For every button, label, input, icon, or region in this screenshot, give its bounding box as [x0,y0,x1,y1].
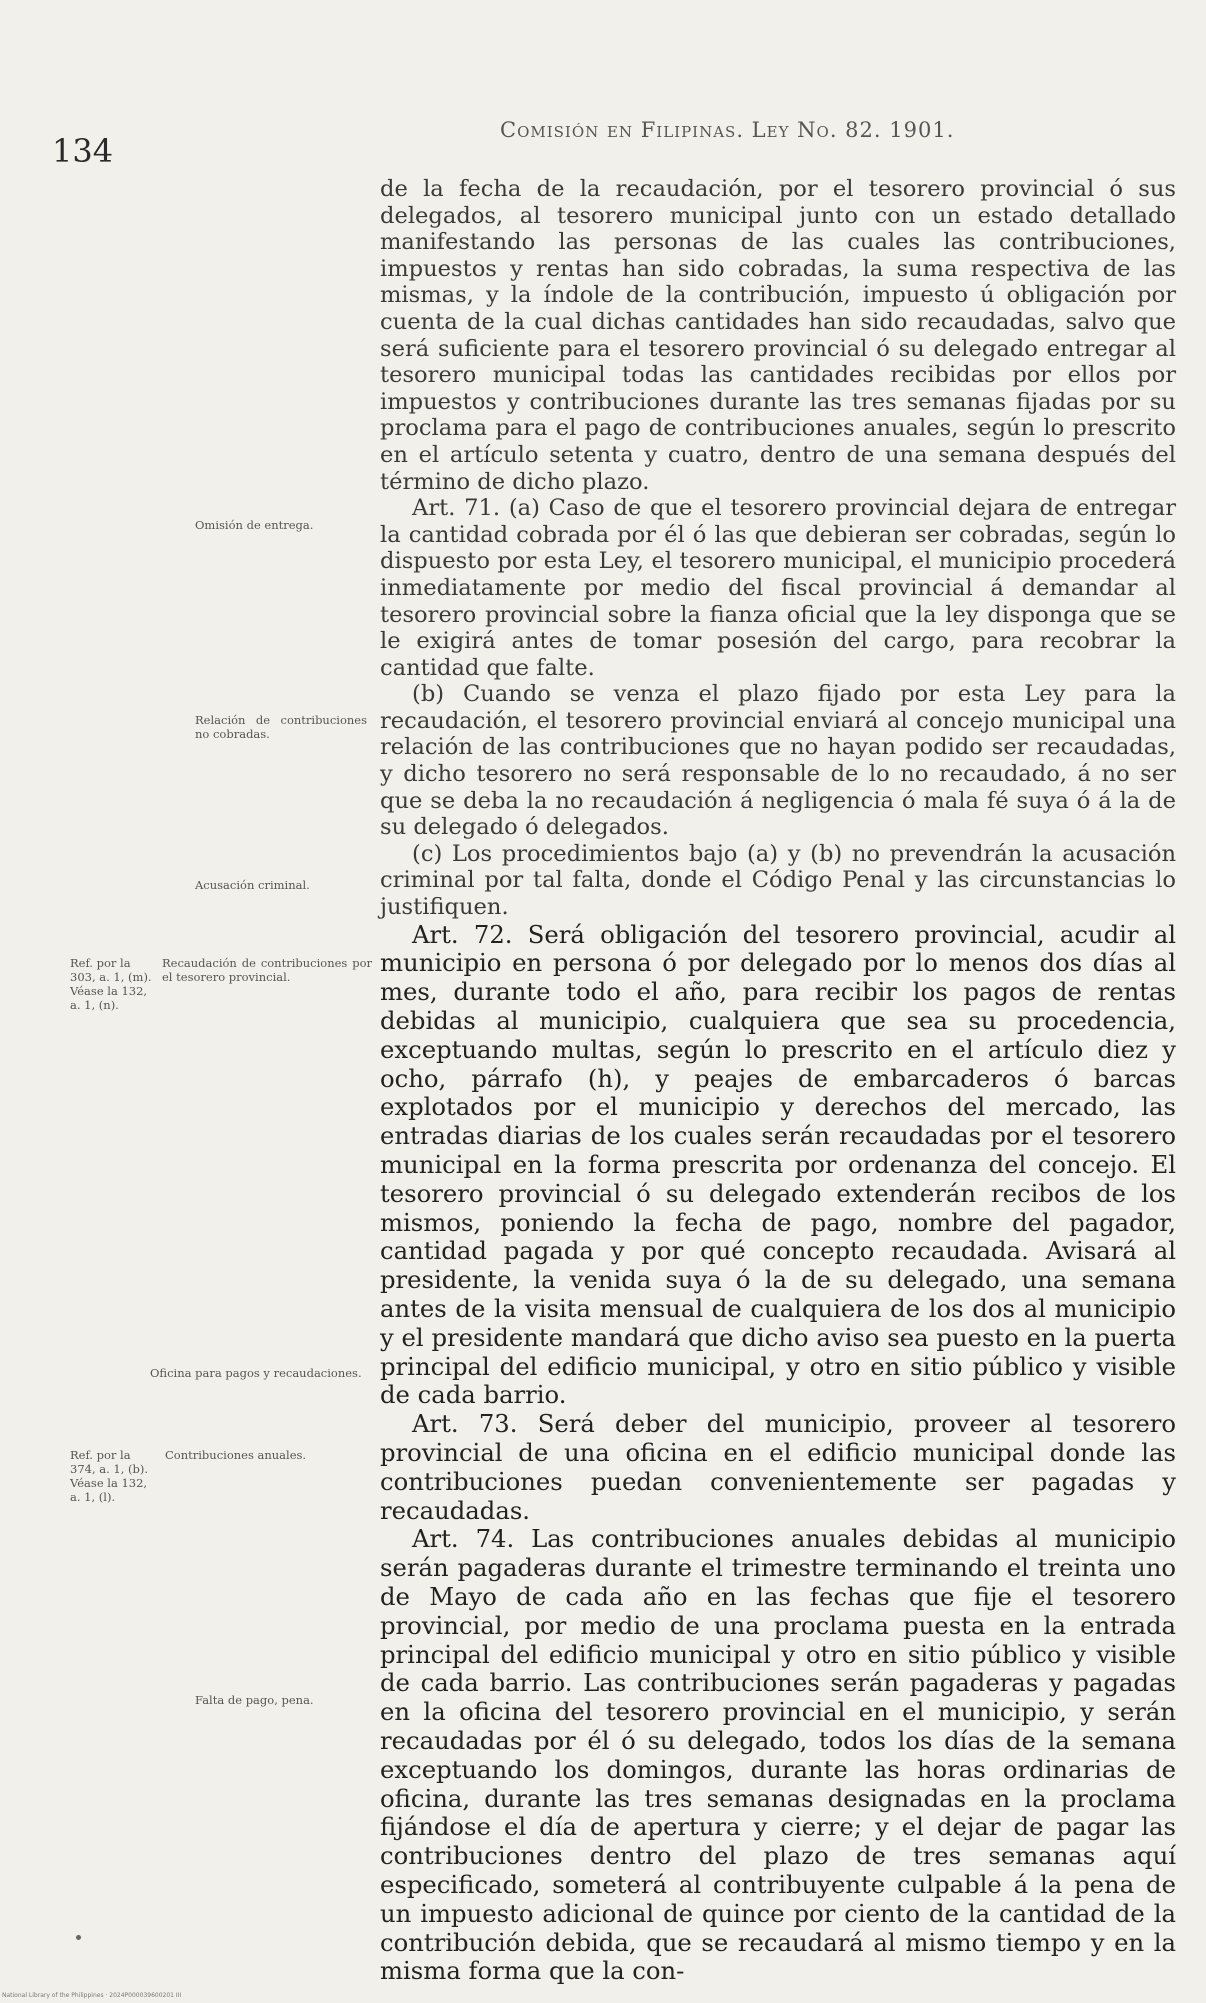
margin-note-omision: Omisión de entrega. [195,518,314,532]
paragraph-art-72: Art. 72. Será obligación del tesorero provincial, acudir al municipio en persona ó por delegado por lo menos dos días al mes, durante todo el año, para recibir los pagos de rentas debidas al municipio, cualquiera que sea su procedencia, exceptuando multas, según lo prescrito en el artículo diez y ocho, párrafo (h), y peajes de embarcaderos ó barcas explotados por el municipio y derechos del mercado, las entradas diarias de los cuales serán recaudadas por el tesorero municipal en la forma prescrita por ordenanza del concejo. El tesorero provincial ó su delegado extenderán recibos de los mismos, poniendo la fecha de pago, nombre del pagador, cantidad pagada y por qué concepto recaudada. Avisará al presidente, la venida suya ó la de su delegado, una semana antes de la visita mensual de cualquiera de los dos al municipio y el presidente mandará que dicho aviso sea puesto en la puerta principal del edificio municipal, y otro en sitio público y visible de cada barrio. [380,919,1176,1410]
margin-note-acusacion: Acusación criminal. [195,878,310,892]
margin-note-oficina: Oficina para pagos y recaudaciones. [150,1366,362,1380]
page-number: 134 [52,132,114,170]
running-head: Comisión en Filipinas. Ley No. 82. 1901. [500,118,955,142]
paragraph-art-71-a: Art. 71. (a) Caso de que el tesorero provincial dejara de entregar la cantidad cobrada por él ó las que debieran ser cobradas, según lo dispuesto por esta Ley, el tesorero municipal, el municipio procederá inmediatamente por medio del fiscal provincial á demandar al tesorero provincial sobre la fianza oficial que la ley disponga que se le exigirá antes de tomar posesión del cargo, para recobrar la cantidad que falte. [380,495,1176,681]
footer-credit: National Library of the Philippines · 2024P000039600201 III [2,1992,182,1999]
ink-speck [76,1935,81,1940]
margin-ref-art-72: Ref. por la 303, a. 1, (m). Véase la 132, a. 1, (n). [70,956,152,1012]
margin-note-contribuciones: Contribuciones anuales. [165,1448,307,1462]
paragraph-art-74: Art. 74. Las contribuciones anuales debidas al municipio serán pagaderas durante el trimestre terminando el treinta uno de Mayo de cada año en las fechas que fije el tesorero provincial, por medio de una proclama puesta en la entrada principal del edificio municipal y otro en sitio público y visible de cada barrio. Las contribuciones serán pagaderas y pagadas en la oficina del tesorero provincial en el municipio, y serán recaudadas por él ó su delegado, todos los días de la semana exceptuando los domingos, durante las horas ordinarias de oficina, durante las tres semanas designadas en la proclama fijándose el día de apertura y cierre; y el dejar de pagar las contribuciones dentro del plazo de tres semanas aquí especificado, someterá al contribuyente culpable á la pena de un impuesto adicional de quince por ciento de la cantidad de la contribución debida, que se recaudará al mismo tiempo y en la misma forma que la con- [380,1524,1176,1986]
margin-note-falta: Falta de pago, pena. [195,1693,314,1707]
body-text [380,176,1176,1986]
paragraph-art-73: Art. 73. Será deber del municipio, proveer al tesorero provincial de una oficina en el edificio municipal donde las contribuciones puedan convenientemente ser pagadas y recaudadas. [380,1409,1176,1525]
paragraph-art-71-c: (c) Los procedimientos bajo (a) y (b) no prevendrán la acusación criminal por tal falta, donde el Código Penal y las circunstancias lo justifiquen. [380,840,1176,921]
margin-note-recaudacion: Recaudación de contribuciones por el tesorero provincial. [162,956,372,984]
margin-note-relacion: Relación de contribuciones no cobradas. [195,713,367,741]
margin-ref-art-74: Ref. por la 374, a. 1, (b). Véase la 132, a. 1, (l). [70,1448,149,1504]
paragraph-continuation: de la fecha de la recaudación, por el tesorero provincial ó sus delegados, al tesorero municipal junto con un estado detallado manifestando las personas de las cuales las contribuciones, impuestos y rentas han sido cobradas, la suma respectiva de las mismas, y la índole de la contribución, impuesto ú obligación por cuenta de la cual dichas cantidades han sido recaudadas, salvo que será suficiente para el tesorero provincial ó su delegado entregar al tesorero municipal todas las cantidades recibidas por ellos por impuestos y contribuciones durante las tres semanas fijadas por su proclama para el pago de contribuciones anuales, según lo prescrito en el artículo setenta y cuatro, dentro de una semana después del término de dicho plazo. [380,176,1176,495]
paragraph-art-71-b: (b) Cuando se venza el plazo fijado por esta Ley para la recaudación, el tesorero provincial enviará al concejo municipal una relación de las contribuciones que no hayan podido ser recaudadas, y dicho tesorero no será responsable de lo no recaudado, á no ser que se deba la no recaudación á negligencia ó mala fé suya ó á la de su delegado ó delegados. [380,681,1176,841]
